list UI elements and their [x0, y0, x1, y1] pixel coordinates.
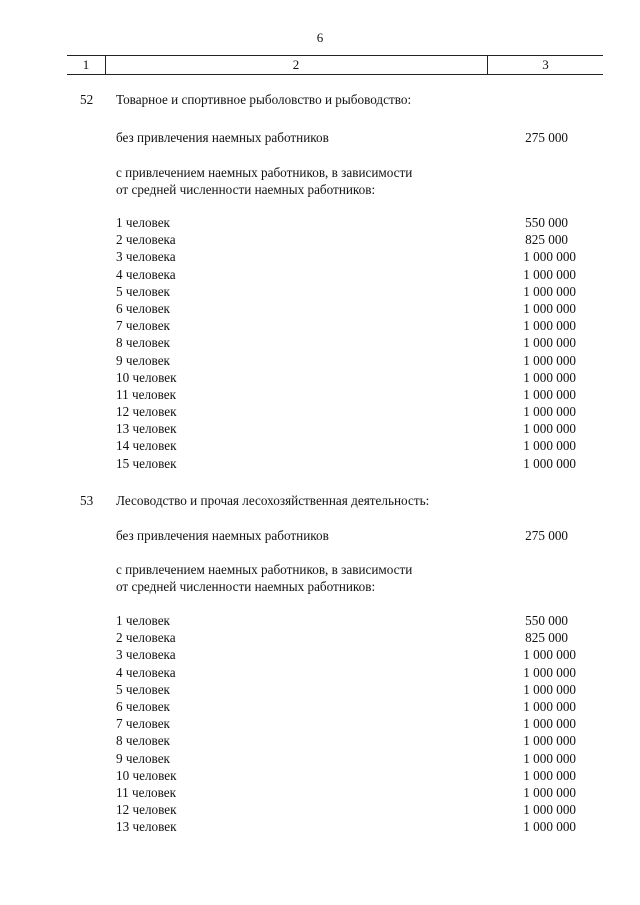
row-value: 1 000 000 — [523, 318, 576, 334]
without-employees-value: 275 000 — [525, 528, 568, 543]
row-label: 1 человек — [116, 215, 170, 230]
row-label: 13 человек — [116, 819, 177, 835]
table-row — [116, 455, 576, 472]
row-value: 1 000 000 — [523, 335, 576, 351]
row-value: 1 000 000 — [523, 819, 576, 835]
row-value: 1 000 000 — [523, 249, 576, 265]
section-number: 52 — [80, 92, 94, 107]
row-value: 550 000 — [525, 613, 568, 628]
without-employees-value: 275 000 — [525, 130, 568, 145]
row-value: 1 000 000 — [523, 438, 576, 454]
table-row — [116, 767, 576, 784]
without-employees-label: без привлечения наемных работников — [116, 130, 329, 145]
with-employees-text — [116, 164, 412, 198]
row-value: 825 000 — [525, 630, 568, 646]
with-employees-line-1: с привлечением наемных работников, в зависимости — [116, 165, 413, 180]
column-header-1: 1 — [67, 56, 106, 74]
table-row — [116, 334, 576, 351]
row-value: 1 000 000 — [523, 386, 576, 402]
row-label: 3 человека — [116, 249, 176, 265]
page-number: 6 — [316, 30, 324, 45]
row-value: 1 000 000 — [523, 698, 576, 714]
employee-count-table — [116, 612, 576, 835]
row-label: 11 человек — [116, 784, 177, 800]
row-value: 1 000 000 — [523, 404, 576, 420]
table-row — [116, 801, 576, 818]
with-employees-line-1: с привлечением наемных работников, в зависимости — [116, 562, 413, 577]
section-title: Лесоводство и прочая лесохозяйственная деятельность: — [116, 493, 430, 508]
row-label: 12 человек — [116, 404, 177, 420]
row-label: 10 человек — [116, 369, 177, 385]
row-label: 6 человек — [116, 698, 170, 714]
row-label: 5 человек — [116, 681, 170, 697]
row-label: 14 человек — [116, 438, 177, 454]
row-label: 15 человек — [116, 455, 177, 471]
employee-count-table — [116, 214, 576, 472]
section-52 — [0, 92, 640, 482]
row-value: 1 000 000 — [523, 716, 576, 732]
row-value: 1 000 000 — [523, 802, 576, 818]
row-label: 4 человека — [116, 266, 176, 282]
table-row — [116, 369, 576, 386]
table-row — [116, 664, 576, 681]
table-row — [116, 612, 576, 629]
row-label: 7 человек — [116, 318, 170, 334]
row-label: 13 человек — [116, 421, 177, 437]
without-employees-label: без привлечения наемных работников — [116, 528, 329, 543]
row-label: 4 человека — [116, 664, 176, 680]
row-value: 1 000 000 — [523, 733, 576, 749]
with-employees-line-2: от средней численности наемных работников: — [116, 579, 376, 594]
row-label: 12 человек — [116, 802, 177, 818]
row-label: 10 человек — [116, 767, 177, 783]
table-row — [116, 698, 576, 715]
section-number: 53 — [80, 493, 94, 508]
table-row — [116, 420, 576, 437]
row-value: 1 000 000 — [523, 300, 576, 316]
table-row — [116, 248, 576, 265]
row-label: 9 человек — [116, 352, 170, 368]
row-label: 3 человека — [116, 647, 176, 663]
row-label: 8 человек — [116, 733, 170, 749]
row-label: 6 человек — [116, 300, 170, 316]
row-value: 1 000 000 — [523, 647, 576, 663]
row-label: 8 человек — [116, 335, 170, 351]
row-value: 1 000 000 — [523, 369, 576, 385]
row-value: 1 000 000 — [523, 455, 576, 471]
table-row — [116, 732, 576, 749]
table-row — [116, 352, 576, 369]
table-row — [116, 300, 576, 317]
row-label: 7 человек — [116, 716, 170, 732]
section-title: Товарное и спортивное рыболовство и рыбоводство: — [116, 92, 412, 107]
table-row — [116, 681, 576, 698]
row-value: 1 000 000 — [523, 352, 576, 368]
row-value: 1 000 000 — [523, 266, 576, 282]
table-row — [116, 715, 576, 732]
row-value: 550 000 — [525, 215, 568, 230]
row-label: 1 человек — [116, 613, 170, 628]
row-value: 1 000 000 — [523, 283, 576, 299]
section-53 — [0, 493, 640, 853]
column-header-2: 2 — [105, 56, 488, 74]
table-row — [116, 629, 576, 646]
row-value: 1 000 000 — [523, 784, 576, 800]
column-header-row — [67, 55, 603, 75]
row-value: 1 000 000 — [523, 750, 576, 766]
table-row — [116, 214, 576, 231]
row-value: 1 000 000 — [523, 421, 576, 437]
with-employees-text — [116, 561, 412, 595]
table-row — [116, 437, 576, 454]
row-label: 5 человек — [116, 283, 170, 299]
table-row — [116, 386, 576, 403]
table-row — [116, 646, 576, 663]
with-employees-line-2: от средней численности наемных работников: — [116, 182, 376, 197]
table-row — [116, 317, 576, 334]
table-row — [116, 750, 576, 767]
row-value: 1 000 000 — [523, 664, 576, 680]
table-row — [116, 818, 576, 835]
table-row — [116, 403, 576, 420]
row-value: 1 000 000 — [523, 681, 576, 697]
row-label: 9 человек — [116, 750, 170, 766]
table-row — [116, 283, 576, 300]
column-header-3: 3 — [542, 57, 549, 72]
row-label: 11 человек — [116, 386, 177, 402]
table-row — [116, 784, 576, 801]
table-row — [116, 231, 576, 248]
row-value: 825 000 — [525, 232, 568, 248]
table-row — [116, 266, 576, 283]
row-value: 1 000 000 — [523, 767, 576, 783]
row-label: 2 человека — [116, 630, 176, 646]
row-label: 2 человека — [116, 232, 176, 248]
